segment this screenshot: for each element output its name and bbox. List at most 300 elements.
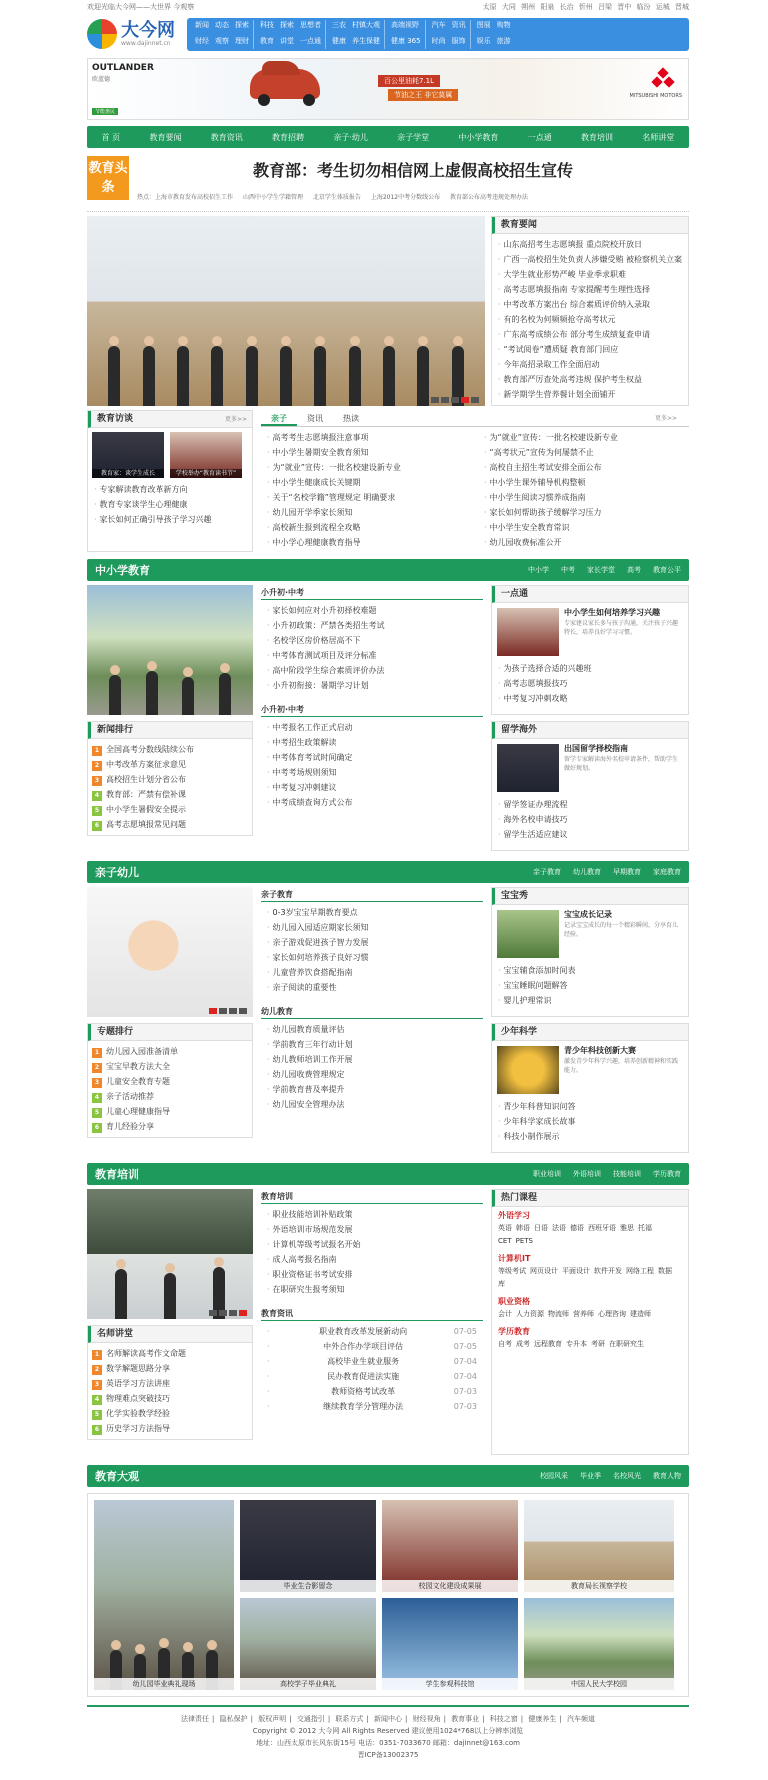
section-sub-link[interactable]: 家长学堂 xyxy=(587,566,615,574)
kids-mid-list xyxy=(261,1019,483,1115)
rank-item[interactable]: 3 儿童安全教育专题 xyxy=(92,1074,248,1089)
tab-item[interactable]: · 中小学心理健康教育指导 xyxy=(267,535,466,550)
course-link[interactable]: 心理咨询 xyxy=(598,1310,626,1318)
channel-link[interactable]: 一点通 xyxy=(300,36,321,45)
news-item[interactable]: · 广东高考成绩公布 部分考生成绩复查申请 xyxy=(498,327,682,342)
city-link[interactable]: 晋城 xyxy=(675,3,689,11)
footer-link[interactable]: 版权声明 xyxy=(258,1715,287,1723)
headline-link[interactable]: 热点：上海市教育发布高校招生工作 xyxy=(137,194,234,201)
news-item[interactable]: · 高考志愿填报指南 专家提醒考生理性选择 xyxy=(498,282,682,297)
course-link[interactable]: 西班牙语 xyxy=(588,1224,616,1232)
main-nav-item[interactable]: 教育要闻 xyxy=(149,132,182,142)
course-link[interactable]: 专升本 xyxy=(566,1340,587,1348)
rank-item[interactable]: 6 历史学习方法指导 xyxy=(92,1421,248,1436)
channel-link[interactable]: 财经 xyxy=(195,36,209,45)
footer-link[interactable]: 汽车频道 xyxy=(566,1715,595,1723)
rank-item[interactable]: 1 全国高考分数线陆续公布 xyxy=(92,742,248,757)
dated-article[interactable]: · 教师资格考试改革 07-03 xyxy=(267,1384,477,1399)
footer-link[interactable]: 交通指引 xyxy=(296,1715,325,1723)
article-link[interactable]: · 中考复习冲刺建议 xyxy=(267,780,477,795)
training-rank-box xyxy=(87,1325,253,1440)
gallery-photo[interactable] xyxy=(94,1500,234,1690)
city-link[interactable]: 吕梁 xyxy=(598,3,613,11)
training-hot-list xyxy=(261,1204,483,1300)
main-nav-item[interactable]: 教育培训 xyxy=(580,132,613,142)
banner-brand: OUTLANDER xyxy=(92,63,154,73)
course-link[interactable]: 物流师 xyxy=(548,1310,569,1318)
channel-link[interactable]: 探索 xyxy=(235,20,249,29)
channel-link[interactable]: 资讯 xyxy=(451,20,466,29)
article-link[interactable]: · 宝宝辅食添加时间表 xyxy=(498,963,682,978)
dated-article[interactable]: · 职业教育改革发展新动向 07-05 xyxy=(267,1324,477,1339)
logo-url: www.dajinnet.cn xyxy=(121,39,171,47)
main-nav-item[interactable]: 中小学教育 xyxy=(458,132,499,142)
channel-link[interactable]: 理财 xyxy=(235,36,249,45)
channel-link[interactable]: 养生保健 xyxy=(352,36,380,45)
footer-link[interactable]: 财经视角 xyxy=(412,1715,441,1723)
article-link[interactable]: · 中考体育测试项目及评分标准 xyxy=(267,648,477,663)
tab-item[interactable]: · 关于“名校学籍”管理规定 明确要求 xyxy=(267,490,466,505)
footer-link[interactable]: 健康养生 xyxy=(528,1715,557,1723)
course-link[interactable]: 日语 xyxy=(534,1224,548,1232)
article-link[interactable]: · 亲子游戏促进孩子智力发展 xyxy=(267,935,477,950)
channel-group xyxy=(256,20,326,49)
header xyxy=(87,14,689,54)
tab-bar xyxy=(261,410,689,427)
course-group-name: 学历教育 xyxy=(498,1327,530,1336)
rank-list xyxy=(88,1041,252,1137)
feature-block[interactable] xyxy=(492,1041,688,1099)
article-link[interactable]: · 学前教育三年行动计划 xyxy=(267,1037,477,1052)
course-link[interactable]: 网页设计 xyxy=(530,1267,558,1275)
section-sub-link[interactable]: 亲子教育 xyxy=(533,868,561,876)
footer-links: 法律责任 | 隐私保护 | 版权声明 | 交通指引 | 联系方式 | 新闻中心 | 财经视角 | 教育事业 | 科技之窗 | 健康养生 | 汽车频道 xyxy=(181,1715,595,1723)
rank-number: 2 xyxy=(92,761,102,771)
rank-number: 3 xyxy=(92,1380,102,1390)
channel-link[interactable]: 健康 xyxy=(332,36,346,45)
article-link[interactable]: · 成人高考报名指南 xyxy=(267,1252,477,1267)
news-item[interactable]: · 新学期学生营养餐计划全面铺开 xyxy=(498,387,682,402)
interview-item[interactable]: · 家长如何正确引导孩子学习兴趣 xyxy=(94,512,246,527)
channel-link[interactable]: 三农 xyxy=(332,20,346,29)
rank-item[interactable]: 1 幼儿园入园准备清单 xyxy=(92,1044,248,1059)
headline-link[interactable]: 教育部公布高考违规处理办法 xyxy=(450,194,529,201)
channel-link[interactable]: 思想者 xyxy=(300,20,321,29)
article-link[interactable]: · 宝宝睡眠问题解答 xyxy=(498,978,682,993)
article-link[interactable]: · 中考报名工作正式启动 xyxy=(267,720,477,735)
dated-article[interactable]: · 继续教育学分管理办法 07-03 xyxy=(267,1399,477,1414)
channel-link[interactable]: 汽车 xyxy=(431,20,446,29)
channel-nav xyxy=(187,18,689,51)
ad-banner[interactable] xyxy=(87,58,689,120)
headline-link[interactable]: 上海2012中考分数线公布 xyxy=(370,194,441,201)
article-link[interactable]: · 亲子阅读的重要性 xyxy=(267,980,477,995)
footer-link[interactable]: 联系方式 xyxy=(335,1715,364,1723)
channel-link[interactable]: 时尚 xyxy=(431,36,446,45)
rank-item[interactable]: 2 中考改革方案征求意见 xyxy=(92,757,248,772)
section-sub-link[interactable]: 中考 xyxy=(561,566,575,574)
course-link[interactable]: 数据库 xyxy=(498,1267,672,1288)
banner-sub: 欧蓝德 xyxy=(92,76,111,83)
interview-item[interactable]: · 专家解读教育改革新方向 xyxy=(94,482,246,497)
site-logo[interactable] xyxy=(87,19,187,49)
rank-item[interactable]: 4 教育部：严禁有偿补课 xyxy=(92,787,248,802)
tab-parenting[interactable]: 亲子 xyxy=(261,410,297,426)
article-link[interactable]: · 科技小制作展示 xyxy=(498,1129,682,1144)
interview-thumb[interactable] xyxy=(92,432,164,478)
article-link[interactable]: · 海外名校申请技巧 xyxy=(498,812,682,827)
section-subnav xyxy=(533,867,681,877)
gallery-photo[interactable] xyxy=(240,1500,376,1592)
course-link[interactable]: 托福 xyxy=(638,1224,652,1232)
gallery-photo[interactable] xyxy=(382,1598,518,1690)
section-sub-link[interactable]: 幼儿教育 xyxy=(573,868,601,876)
feature-block[interactable] xyxy=(492,603,688,661)
feature-text: 激发青少年科学兴趣，培养创新精神和实践能力。 xyxy=(564,1058,679,1074)
banner-maker: MITSUBISHI MOTORS xyxy=(629,93,682,99)
slideshow-pager[interactable] xyxy=(431,397,479,403)
rank-number: 1 xyxy=(92,1350,102,1360)
channel-link[interactable]: 购物 xyxy=(496,20,511,29)
main-nav-item[interactable]: 首 页 xyxy=(101,132,121,142)
yidian-title: 一点通 xyxy=(492,586,688,603)
headline-badge: 教育头条 xyxy=(87,156,129,200)
course-link[interactable]: CET xyxy=(498,1237,512,1245)
tab-item[interactable]: · “高考状元”宣传为何屡禁不止 xyxy=(484,445,683,460)
interview-item[interactable]: · 教育专家谈学生心理健康 xyxy=(94,497,246,512)
youth-list xyxy=(492,1099,688,1147)
kids-hot-list xyxy=(261,902,483,998)
rank-item[interactable]: 5 中小学生暑假安全提示 xyxy=(92,802,248,817)
article-link[interactable]: · 家长如何培养孩子良好习惯 xyxy=(267,950,477,965)
course-link[interactable]: 在职研究生 xyxy=(609,1340,644,1348)
gallery-photo[interactable] xyxy=(524,1598,674,1690)
main-nav-item[interactable]: 教育资讯 xyxy=(210,132,243,142)
tab-item[interactable]: · 为“就业”宣传：一批名校建设新专业 xyxy=(267,460,466,475)
article-link[interactable]: · 儿童营养饮食搭配指南 xyxy=(267,965,477,980)
course-link[interactable]: 人力资源 xyxy=(516,1310,544,1318)
tab-item[interactable]: · 中小学生阅读习惯养成指南 xyxy=(484,490,683,505)
channel-link[interactable]: 村镇大观 xyxy=(352,20,380,29)
section-sub-link[interactable]: 外语培训 xyxy=(573,1170,601,1178)
news-item[interactable]: · 有的名校为何频频抢夺高考状元 xyxy=(498,312,682,327)
news-item[interactable]: · 山东高招考生志愿填报 重点院校开放日 xyxy=(498,237,682,252)
article-link[interactable]: · 外语培训市场规范发展 xyxy=(267,1222,477,1237)
section-sub-link[interactable]: 教育人物 xyxy=(653,1472,681,1480)
page xyxy=(87,0,689,1761)
section-sub-link[interactable]: 家庭教育 xyxy=(653,868,681,876)
rank-item[interactable]: 2 宝宝早教方法大全 xyxy=(92,1059,248,1074)
course-group xyxy=(492,1323,688,1353)
headline-area xyxy=(87,152,689,212)
slideshow-image[interactable] xyxy=(87,216,485,406)
course-link[interactable]: PETS xyxy=(515,1237,533,1245)
footer-link[interactable]: 教育事业 xyxy=(451,1715,480,1723)
sub-title: 教育资讯 xyxy=(261,1306,483,1321)
article-link[interactable]: · 幼儿园安全管理办法 xyxy=(267,1097,477,1112)
gallery-photo[interactable] xyxy=(382,1500,518,1592)
rank-number: 6 xyxy=(92,1123,102,1133)
city-link[interactable]: 朔州 xyxy=(521,3,536,11)
footer-link[interactable]: 科技之窗 xyxy=(489,1715,518,1723)
course-title: 热门课程 xyxy=(492,1190,688,1207)
dated-article[interactable]: · 高校毕业生就业服务 07-04 xyxy=(267,1354,477,1369)
course-link[interactable]: 平面设计 xyxy=(562,1267,590,1275)
rank-item[interactable]: 4 物理难点突破技巧 xyxy=(92,1391,248,1406)
article-link[interactable]: · 幼儿园入园适应期家长须知 xyxy=(267,920,477,935)
article-link[interactable]: · 0-3岁宝宝早期教育要点 xyxy=(267,905,477,920)
article-link[interactable]: · 幼儿园教育质量评估 xyxy=(267,1022,477,1037)
article-link[interactable]: · 小升初衔接：暑期学习计划 xyxy=(267,678,477,693)
primary-mid-list xyxy=(261,717,483,813)
headline-link[interactable]: 山西中小学生学籍管理 xyxy=(242,194,303,201)
channel-link[interactable]: 观察 xyxy=(215,36,229,45)
article-link[interactable]: · 少年科学家成长故事 xyxy=(498,1114,682,1129)
section-sub-link[interactable]: 高考 xyxy=(627,566,641,574)
yidian-list xyxy=(492,661,688,709)
news-item[interactable]: · 今年高招录取工作全面启动 xyxy=(498,357,682,372)
article-link[interactable]: · 留学生活适应建议 xyxy=(498,827,682,842)
course-link[interactable]: 韩语 xyxy=(516,1224,530,1232)
article-link[interactable]: · 为孩子选择合适的兴趣班 xyxy=(498,661,682,676)
training-photo[interactable] xyxy=(87,1189,253,1319)
course-link[interactable]: 软件开发 xyxy=(594,1267,622,1275)
rank-number: 4 xyxy=(92,1093,102,1103)
article-link[interactable]: · 学前教育普及率提升 xyxy=(267,1082,477,1097)
rank-number: 4 xyxy=(92,1395,102,1405)
rank-item[interactable]: 3 英语学习方法讲座 xyxy=(92,1376,248,1391)
news-box-title: 教育要闻 xyxy=(492,217,688,234)
section-title[interactable]: 教育培训 xyxy=(95,1168,139,1181)
channel-link[interactable]: 科技 xyxy=(260,20,274,29)
city-link[interactable]: 晋中 xyxy=(617,3,632,11)
article-link[interactable]: · 中考体育考试时间确定 xyxy=(267,750,477,765)
channel-link[interactable]: 动态 xyxy=(215,20,229,29)
course-link[interactable]: 建造师 xyxy=(630,1310,651,1318)
course-link[interactable]: 远程教育 xyxy=(534,1340,562,1348)
more-link[interactable]: 更多>> xyxy=(654,415,677,422)
interview-box-header xyxy=(88,411,252,428)
article-link[interactable]: · 中考招生政策解读 xyxy=(267,735,477,750)
channel-link[interactable]: 教育 xyxy=(260,36,274,45)
channel-link[interactable]: 探索 xyxy=(280,20,294,29)
main-nav-item[interactable]: 一点通 xyxy=(527,132,552,142)
rank-item[interactable]: 5 化学实验教学经验 xyxy=(92,1406,248,1421)
gallery-photo[interactable] xyxy=(524,1500,674,1592)
channel-link[interactable]: 旅游 xyxy=(496,36,511,45)
channel-link[interactable]: 讲堂 xyxy=(280,36,294,45)
tab-item[interactable]: · 家长如何帮助孩子缓解学习压力 xyxy=(484,505,683,520)
feature-block[interactable] xyxy=(492,739,688,797)
section-title[interactable]: 中小学教育 xyxy=(95,564,150,577)
primary-photo[interactable] xyxy=(87,585,253,715)
city-link[interactable]: 临汾 xyxy=(636,3,651,11)
feature-title: 青少年科技创新大赛 xyxy=(564,1046,636,1055)
rank-title: 名师讲堂 xyxy=(88,1326,252,1343)
tab-item[interactable]: · 幼儿园开学季家长须知 xyxy=(267,505,466,520)
kids-middle xyxy=(261,887,483,1157)
section-title[interactable]: 亲子幼儿 xyxy=(95,866,139,879)
section-sub-link[interactable]: 技能培训 xyxy=(613,1170,641,1178)
primary-hot-list xyxy=(261,600,483,696)
section-sub-link[interactable]: 中小学 xyxy=(528,566,549,574)
feature-block[interactable] xyxy=(492,905,688,963)
tab-item[interactable]: · 为“就业”宣传：一批名校建设新专业 xyxy=(484,430,683,445)
section-subnav xyxy=(540,1471,681,1481)
section-sub-link[interactable]: 名校风光 xyxy=(613,1472,641,1480)
channel-link[interactable]: 新闻 xyxy=(195,20,209,29)
channel-link[interactable]: 服饰 xyxy=(451,36,466,45)
thumb-caption: 学校举办“教育读书节” xyxy=(170,469,242,478)
rank-number: 2 xyxy=(92,1365,102,1375)
course-link[interactable]: 英语 xyxy=(498,1224,512,1232)
tab-item[interactable]: · 中小学生健康成长关键期 xyxy=(267,475,466,490)
article-link[interactable]: · 高中阶段学生综合素质评价办法 xyxy=(267,663,477,678)
course-link[interactable]: 法语 xyxy=(552,1224,566,1232)
article-link[interactable]: · 高考志愿填报技巧 xyxy=(498,676,682,691)
icp-number[interactable]: 晋ICP备13002375 xyxy=(357,1751,419,1759)
article-link[interactable]: · 职业技能培训补贴政策 xyxy=(267,1207,477,1222)
city-link[interactable]: 长治 xyxy=(559,3,574,11)
city-link[interactable]: 阳泉 xyxy=(540,3,555,11)
news-item[interactable]: · 大学生就业形势严峻 毕业季求职难 xyxy=(498,267,682,282)
headline-links xyxy=(137,192,689,201)
news-item[interactable]: · 广西一高校招生处负责人涉嫌受贿 被检察机关立案 xyxy=(498,252,682,267)
rank-number: 6 xyxy=(92,821,102,831)
gallery-caption: 毕业生合影留念 xyxy=(240,1580,376,1592)
course-link[interactable]: 考研 xyxy=(591,1340,605,1348)
news-item[interactable]: · 教育部严厉查处高考违规 保护考生权益 xyxy=(498,372,682,387)
main-nav-item[interactable]: 亲子学堂 xyxy=(397,132,430,142)
section-header-primary xyxy=(87,559,689,581)
article-link[interactable]: · 在职研究生报考须知 xyxy=(267,1282,477,1297)
feature-text: 记录宝宝成长的每一个精彩瞬间，分享育儿经验。 xyxy=(564,922,679,938)
primary-middle xyxy=(261,585,483,855)
tab-news[interactable]: 资讯 xyxy=(307,414,323,423)
section-title[interactable]: 教育大观 xyxy=(95,1470,139,1483)
city-link[interactable]: 大同 xyxy=(501,3,516,11)
gallery-photo[interactable] xyxy=(240,1598,376,1690)
section-sub-link[interactable]: 毕业季 xyxy=(580,1472,601,1480)
rank-item[interactable]: 6 高考志愿填报常见问题 xyxy=(92,817,248,832)
rank-item[interactable]: 1 名师解读高考作文命题 xyxy=(92,1346,248,1361)
article-link[interactable]: · 计算机等级考试报名开始 xyxy=(267,1237,477,1252)
article-link[interactable]: · 中考复习冲刺攻略 xyxy=(498,691,682,706)
course-link[interactable]: 成考 xyxy=(516,1340,530,1348)
banner-badge: 节能惠民 xyxy=(92,108,118,115)
dated-article[interactable]: · 民办教育促进法实施 07-04 xyxy=(267,1369,477,1384)
course-link[interactable]: 网络工程 xyxy=(626,1267,654,1275)
course-link[interactable]: 等级考试 xyxy=(498,1267,526,1275)
course-link[interactable]: 自考 xyxy=(498,1340,512,1348)
rank-item[interactable]: 3 高校招生计划分省公布 xyxy=(92,772,248,787)
section-sub-link[interactable]: 教育公平 xyxy=(653,566,681,574)
primary-right xyxy=(491,585,689,855)
rank-item[interactable]: 2 数学解题思路分享 xyxy=(92,1361,248,1376)
channel-link[interactable]: 图展 xyxy=(476,20,491,29)
channel-link[interactable]: 高端视野 xyxy=(391,20,419,29)
rank-item[interactable]: 4 亲子活动推荐 xyxy=(92,1089,248,1104)
slideshow-pager[interactable] xyxy=(209,1310,247,1316)
more-link[interactable]: 更多>> xyxy=(224,416,247,423)
tab-item[interactable]: · 幼儿园收费标准公开 xyxy=(484,535,683,550)
training-middle xyxy=(261,1189,483,1459)
main-nav-item[interactable]: 教育招聘 xyxy=(272,132,305,142)
kids-photo[interactable] xyxy=(87,887,253,1017)
section-sub-link[interactable]: 校园风采 xyxy=(540,1472,568,1480)
slideshow-pager[interactable] xyxy=(209,1008,247,1014)
news-item[interactable]: · “考试阅卷”遭质疑 教育部门回应 xyxy=(498,342,682,357)
tab-item[interactable]: · 中小学生课外辅导机构整顿 xyxy=(484,475,683,490)
section-sub-link[interactable]: 早期教育 xyxy=(613,868,641,876)
city-link[interactable]: 太原 xyxy=(482,3,497,11)
main-nav-item[interactable]: 名师讲堂 xyxy=(642,132,675,142)
tab-item[interactable]: · 高考考生志愿填报注意事项 xyxy=(267,430,466,445)
course-group xyxy=(492,1250,688,1293)
footer-link[interactable]: 法律责任 xyxy=(181,1715,210,1723)
article-link[interactable]: · 小升初政策：严禁各类招生考试 xyxy=(267,618,477,633)
kids-left xyxy=(87,887,253,1157)
channel-link[interactable]: 健康 365 xyxy=(391,36,421,45)
headline-title[interactable]: 教育部：考生切勿相信网上虚假高校招生宣传 xyxy=(252,161,573,180)
article-link[interactable]: · 幼儿教师培训工作开展 xyxy=(267,1052,477,1067)
footer-link[interactable]: 新闻中心 xyxy=(374,1715,402,1723)
rank-item[interactable]: 5 儿童心理健康指导 xyxy=(92,1104,248,1119)
dated-article[interactable]: · 中外合作办学项目评估 07-05 xyxy=(267,1339,477,1354)
course-link[interactable]: 营养师 xyxy=(573,1310,594,1318)
article-link[interactable]: · 婴儿护理常识 xyxy=(498,993,682,1008)
article-link[interactable]: · 名校学区房价格居高不下 xyxy=(267,633,477,648)
headline-link[interactable]: 北京学生体质报告 xyxy=(312,194,361,201)
section-sub-link[interactable]: 职业培训 xyxy=(533,1170,561,1178)
article-link[interactable]: · 中考考场规则须知 xyxy=(267,765,477,780)
rank-item[interactable]: 6 育儿经验分享 xyxy=(92,1119,248,1134)
article-link[interactable]: · 家长如何应对小升初择校难题 xyxy=(267,603,477,618)
tab-item[interactable]: · 高校新生报到流程全攻略 xyxy=(267,520,466,535)
article-link[interactable]: · 留学签证办理流程 xyxy=(498,797,682,812)
interview-thumb[interactable] xyxy=(170,432,242,478)
course-link[interactable]: 会计 xyxy=(498,1310,512,1318)
footer-link[interactable]: 隐私保护 xyxy=(219,1715,248,1723)
news-item[interactable]: · 中考改革方案出台 综合素质评价纳入录取 xyxy=(498,297,682,312)
feature-text: 专家建议家长多与孩子沟通，关注孩子兴趣特长，培养良好学习习惯。 xyxy=(564,620,679,636)
feature-image xyxy=(497,910,559,958)
article-link[interactable]: · 中考成绩查询方式公布 xyxy=(267,795,477,810)
channel-link[interactable]: 娱乐 xyxy=(476,36,491,45)
course-link[interactable]: 雅思 xyxy=(620,1224,634,1232)
channel-group xyxy=(191,20,254,49)
tab-item[interactable]: · 高校自主招生考试安排全面公布 xyxy=(484,460,683,475)
main-nav-item[interactable]: 亲子·幼儿 xyxy=(333,132,368,142)
course-group-name: 职业资格 xyxy=(498,1297,530,1306)
tab-item[interactable]: · 中小学生暑期安全教育须知 xyxy=(267,445,466,460)
city-link[interactable]: 运城 xyxy=(655,3,670,11)
article-link[interactable]: · 幼儿园收费管理规定 xyxy=(267,1067,477,1082)
study-list xyxy=(492,797,688,845)
tab-item[interactable]: · 中小学生安全教育常识 xyxy=(484,520,683,535)
feature-text: 留学专家解读海外名校申请条件，帮助学生做好规划。 xyxy=(564,756,679,772)
article-link[interactable]: · 青少年科普知识问答 xyxy=(498,1099,682,1114)
article-link[interactable]: · 职业资格证书考试安排 xyxy=(267,1267,477,1282)
tab-hot[interactable]: 热读 xyxy=(343,414,359,423)
gallery-caption: 学生参观科技馆 xyxy=(382,1678,518,1690)
course-link[interactable]: 德语 xyxy=(570,1224,584,1232)
city-link[interactable]: 忻州 xyxy=(578,3,593,11)
section-sub-link[interactable]: 学历教育 xyxy=(653,1170,681,1178)
city-links xyxy=(480,0,689,14)
channel-group xyxy=(473,20,515,49)
rank-number: 3 xyxy=(92,776,102,786)
